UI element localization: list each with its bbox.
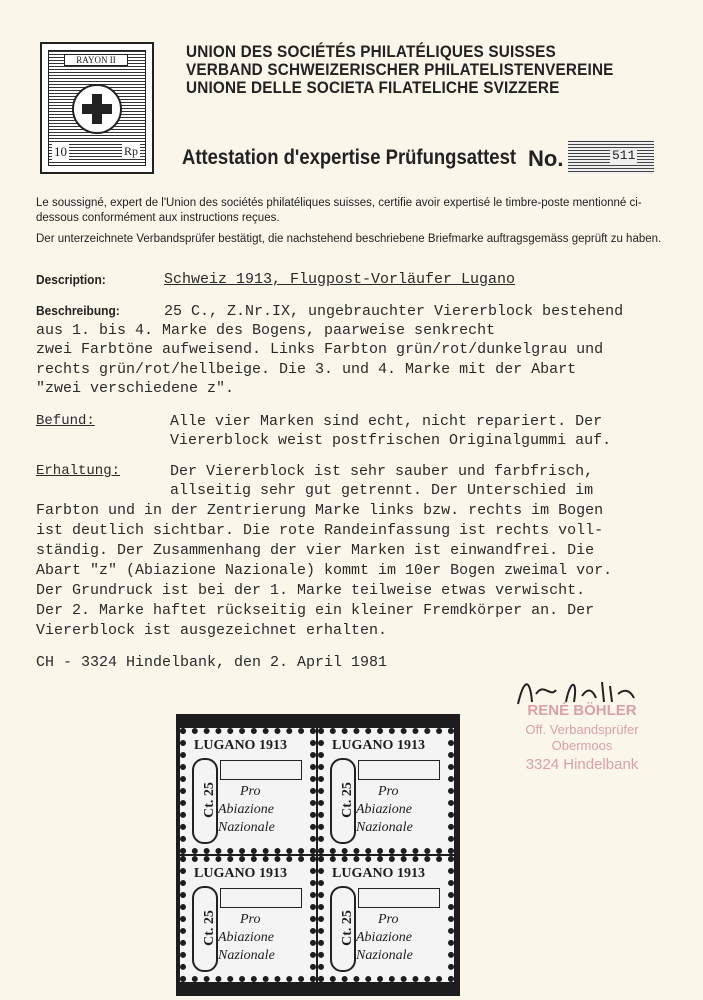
logo-value-right: Rp bbox=[124, 144, 139, 158]
label-erhaltung: Erhaltung: bbox=[36, 463, 121, 479]
stamp-line-1: Abiazione bbox=[356, 930, 412, 945]
expert-name: RENÉ BÖHLER bbox=[527, 702, 637, 719]
header-line-2: VERBAND SCHWEIZERISCHER PHILATELISTENVEREINE bbox=[186, 60, 614, 79]
stamp-title: LUGANO 1913 bbox=[332, 738, 425, 753]
propeller-icon bbox=[358, 888, 440, 908]
body-line-b4: rechts grün/rot/hellbeige. Die 3. und 4. Marke mit der Abart bbox=[36, 361, 577, 378]
propeller-icon bbox=[220, 760, 302, 780]
stamp-title: LUGANO 1913 bbox=[194, 866, 287, 881]
certificate-title: Attestation d'expertise Prüfungsattest bbox=[182, 146, 517, 169]
stamp-line-2: Nazionale bbox=[356, 948, 413, 963]
stamp-line-2: Nazionale bbox=[356, 820, 413, 835]
stamp-title: LUGANO 1913 bbox=[332, 866, 425, 881]
stamp-block-photo bbox=[176, 714, 460, 996]
erhaltung-line-6: Abart "z" (Abiazione Nazionale) kommt im 10er Bogen zweimal vor. bbox=[36, 562, 613, 579]
stamp-pro: Pro bbox=[378, 784, 399, 799]
stamp-3 bbox=[180, 856, 316, 982]
logo-value-left: 10 bbox=[54, 144, 67, 159]
header-line-3: UNIONE DELLE SOCIETA FILATELICHE SVIZZERE bbox=[186, 78, 560, 97]
place-date: CH - 3324 Hindelbank, den 2. April 1981 bbox=[36, 654, 388, 671]
expert-place: Obermoos bbox=[551, 738, 613, 753]
label-befund: Befund: bbox=[36, 413, 95, 429]
stamp-pro: Pro bbox=[240, 784, 261, 799]
erhaltung-line-1: Der Viererblock ist sehr sauber und farbfrisch, bbox=[170, 463, 594, 480]
propeller-icon bbox=[220, 888, 302, 908]
stamp-pro: Pro bbox=[378, 912, 399, 927]
label-description: Description: bbox=[36, 272, 106, 287]
label-beschreibung: Beschreibung: bbox=[36, 303, 120, 318]
stamp-1 bbox=[180, 728, 316, 854]
body-line-b1: 25 C., Z.Nr.IX, ungebrauchter Viererblock bestehend bbox=[164, 303, 624, 320]
expert-title: Off. Verbandsprüfer bbox=[525, 722, 639, 737]
erhaltung-line-3: Farbton und in der Zentrierung Marke links bzw. rechts im Bogen bbox=[36, 502, 604, 519]
erhaltung-line-2: allseitig sehr gut getrennt. Der Unterschied im bbox=[170, 482, 594, 499]
stamp-value: Ct. 25 bbox=[339, 910, 355, 946]
expert-city: 3324 Hindelbank bbox=[525, 756, 639, 773]
number-label: No. bbox=[528, 146, 564, 171]
propeller-icon bbox=[358, 760, 440, 780]
body-line-b2: aus 1. bis 4. Marke des Bogens, paarweise senkrecht bbox=[36, 322, 496, 339]
header-line-1: UNION DES SOCIÉTÉS PHILATÉLIQUES SUISSES bbox=[186, 42, 556, 61]
stamp-line-1: Abiazione bbox=[356, 802, 412, 817]
description-text: Schweiz 1913, Flugpost-Vorläufer Lugano bbox=[164, 271, 516, 288]
stamp-line-2: Nazionale bbox=[218, 948, 275, 963]
erhaltung-line-4: ist deutlich sichtbar. Die rote Randeinfassung ist rechts voll- bbox=[36, 522, 604, 539]
erhaltung-line-5: ständig. Der Zusammenhang der vier Marken ist einwandfrei. Die bbox=[36, 542, 595, 559]
stamp-value: Ct. 25 bbox=[339, 782, 355, 818]
erhaltung-line-7: Der Grundruck ist bei der 1. Marke teilweise etwas verwischt. bbox=[36, 582, 586, 599]
certificate-number: 511 bbox=[612, 148, 636, 163]
erhaltung-line-8: Der 2. Marke haftet rückseitig ein kleiner Fremdkörper an. Der bbox=[36, 602, 595, 619]
body-line-b5: "zwei verschiedene z". bbox=[36, 380, 235, 397]
befund-line-2: Viererblock weist postfrischen Originalgummi auf. bbox=[170, 432, 612, 449]
stamp-pro: Pro bbox=[240, 912, 261, 927]
stamp-value: Ct. 25 bbox=[201, 910, 217, 946]
befund-line-1: Alle vier Marken sind echt, nicht repariert. Der bbox=[170, 413, 603, 430]
erhaltung-line-9: Viererblock ist ausgezeichnet erhalten. bbox=[36, 622, 388, 639]
swiss-cross-icon bbox=[72, 84, 122, 134]
intro-german: Der unterzeichnete Verbandsprüfer bestätigt, die nachstehend beschriebene Briefmarke auftragsgemäss geprüft zu haben. bbox=[36, 233, 662, 245]
stamp-4 bbox=[318, 856, 454, 982]
stamp-value: Ct. 25 bbox=[201, 782, 217, 818]
stamp-2 bbox=[318, 728, 454, 854]
intro-french: Le soussigné, expert de l'Union des sociétés philatéliques suisses, certifie avoir expertisé le timbre-poste mentionné ci-dessous conformément aux instructions reçues. bbox=[36, 197, 642, 224]
body-line-b3: zwei Farbtöne aufweisend. Links Farbton grün/rot/dunkelgrau und bbox=[36, 341, 604, 358]
society-logo bbox=[40, 42, 154, 174]
stamp-line-1: Abiazione bbox=[218, 802, 274, 817]
stamp-title: LUGANO 1913 bbox=[194, 738, 287, 753]
stamp-line-2: Nazionale bbox=[218, 820, 275, 835]
stamp-line-1: Abiazione bbox=[218, 930, 274, 945]
logo-top-text: RAYON II bbox=[64, 54, 128, 66]
